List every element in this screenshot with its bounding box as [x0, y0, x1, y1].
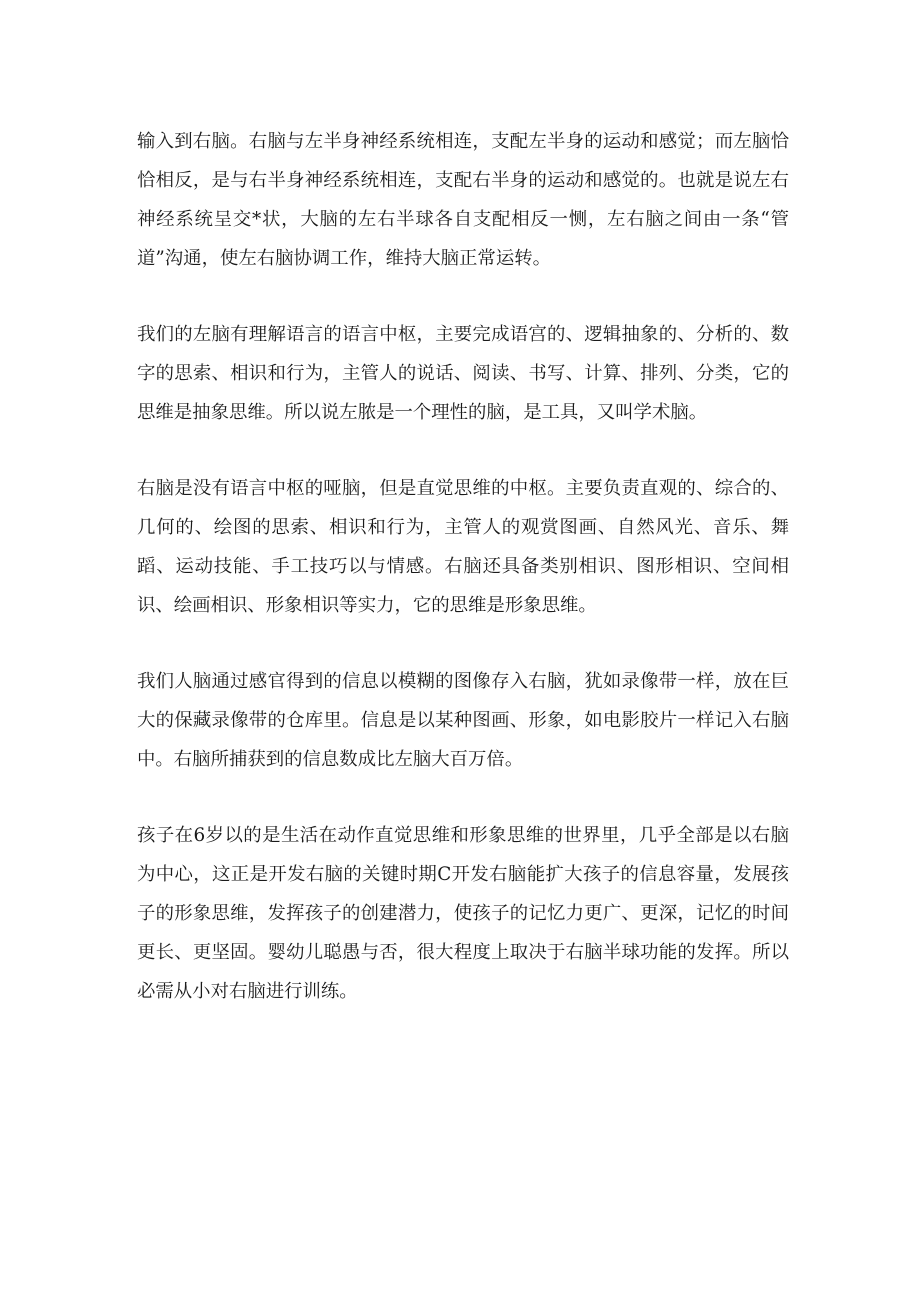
paragraph-1: 输入到右脑。右脑与左半身神经系统相连，支配左半身的运动和感觉；而左脑恰恰相反，是与右半身神经系统相连，支配右半身的运动和感觉的。也就是说左右神经系统呈交*状，大脑的左右半球各自支配相反一恻，左右脑之间由一条“管道”沟通，使左右脑协调工作，维持大脑正常运转。: [137, 131, 789, 269]
paragraph-2: 我们的左脑有理解语言的语言中枢，主要完成语宫的、逻辑抽象的、分析的、数字的思索、相识和行为，主管人的说话、阅读、书写、计算、排列、分类，它的思维是抽象思维。所以说左脓是一个理性的脑，是工具，又叫学术脑。: [137, 324, 789, 423]
paragraph-3: 右脑是没有语言中枢的哑脑，但是直觉思维的中枢。主要负责直观的、综合的、几何的、绘图的思索、相识和行为，主管人的观赏图画、自然风光、音乐、舞蹈、运动技能、手工技巧以与情感。右脑还具备类别相识、图形相识、空间相识、绘画相识、形象相识等实力，它的思维是形象思维。: [137, 478, 789, 616]
paragraph-5: 孩子在6岁以的是生活在动作直觉思维和形象思维的世界里，几乎全部是以右脑为中心，这正是开发右脑的关键时期C开发右脑能扩大孩子的信息容量，发展孩子的形象思维，发挥孩子的创建潜力，使孩子的记忆力更广、更深，记忆的时间更长、更坚固。婴幼儿聪愚与否，很大程度上取决于右脑半球功能的发挥。所以必需从小对右脑进行训练。: [137, 825, 789, 1002]
document-body: [137, 122, 789, 1048]
paragraph-4: 我们人脑通过感官得到的信息以模糊的图像存入右脑，犹如录像带一样，放在巨大的保藏录像带的仓库里。信息是以某种图画、形象，如电影胶片一样记入右脑中。右脑所捕获到的信息数成比左脑大百万倍。: [137, 671, 789, 770]
